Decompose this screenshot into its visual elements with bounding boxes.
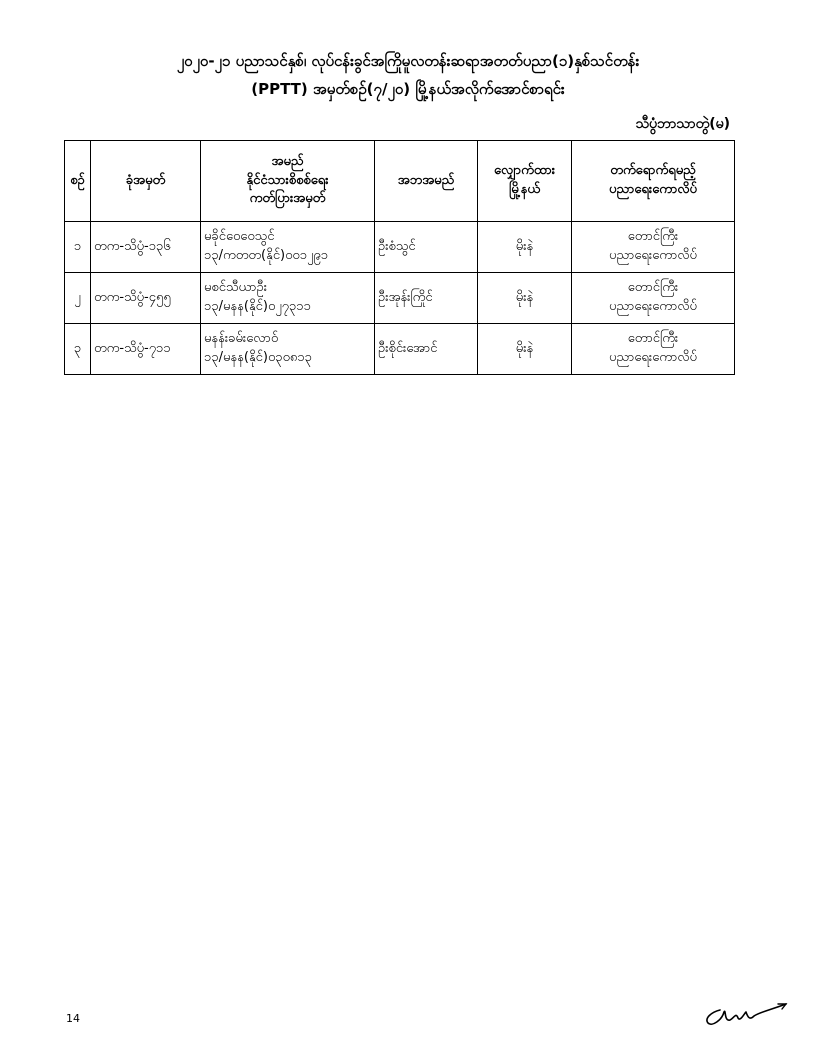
header-township-line2: မြို့နယ် [509, 182, 540, 197]
cell-no: ၃ [65, 324, 91, 375]
cell-no: ၂ [65, 273, 91, 324]
cell-college-line1: တောင်ကြီး [627, 280, 679, 296]
header-township-line1: လျှောက်ထား [493, 163, 556, 179]
cell-college [572, 222, 735, 273]
page-number: 14 [66, 1012, 80, 1025]
cell-father: ဦးစံသွင် [375, 222, 478, 273]
table-header-row [65, 141, 735, 222]
table-row [65, 273, 735, 324]
title-line-1: ၂၀၂၀-၂၁ ပညာသင်နှစ်၊ လုပ်ငန်းခွင်အကြိုမူလတန်းဆရာအတတ်ပညာ(၁)နှစ်သင်တန်း [176, 52, 640, 70]
cell-college-line1: တောင်ကြီး [627, 229, 679, 245]
header-father: အဘအမည် [375, 141, 478, 222]
cell-township: မိုးနဲ [478, 222, 572, 273]
table-row [65, 222, 735, 273]
cell-roll: တက-သိပွံ-၇၁၁ [91, 324, 201, 375]
cell-name-nrc [201, 324, 375, 375]
signature-mark [700, 996, 790, 1030]
header-name-nrc-line3: ကတ်ပြားအမှတ် [249, 191, 326, 207]
header-college-line1: တက်ရောက်ရမည့် [610, 163, 696, 179]
header-name-nrc-line1: အမည် [271, 153, 304, 169]
cell-father: ဦးစိုင်းအောင် [375, 324, 478, 375]
cell-college [572, 273, 735, 324]
cell-township: မိုးနဲ [478, 324, 572, 375]
cell-college-line2: ပညာရေးကောလိပ် [609, 299, 697, 314]
header-college [572, 141, 735, 222]
header-no: စဉ် [65, 141, 91, 222]
cell-roll: တက-သိပွံ-၁၃၆ [91, 222, 201, 273]
header-name-nrc-line2: နိုင်ငံသားစိစစ်ရေး [246, 172, 329, 188]
cell-name-nrc [201, 273, 375, 324]
cell-name-nrc [201, 222, 375, 273]
header-township [478, 141, 572, 222]
results-table [64, 140, 735, 375]
header-roll: ခုံအမှတ် [91, 141, 201, 222]
cell-nrc: ၁၃/မနန(နိုင်)၀၂၇၃၁၁ [204, 299, 311, 314]
cell-name: မခိုင်ဝေဝေသွင် [204, 229, 275, 245]
cell-college-line2: ပညာရေးကောလိပ် [609, 248, 697, 263]
cell-roll: တက-သိပွံ-၄၅၅ [91, 273, 201, 324]
cell-no: ၁ [65, 222, 91, 273]
cell-college-line1: တောင်ကြီး [627, 331, 679, 347]
cell-name: မစင်သီယာဦး [204, 280, 267, 296]
cell-nrc: ၁၃/ကတတ(နိုင်)၀၀၁၂၉၁ [204, 248, 329, 263]
cell-name: မနန်းခမ်းလောဝ် [204, 331, 279, 347]
cell-college-line2: ပညာရေးကောလိပ် [609, 350, 697, 365]
cell-father: ဦးအုန်းကြိုင် [375, 273, 478, 324]
table-row [65, 324, 735, 375]
cell-nrc: ၁၃/မနန(နိုင်)၀၃၀၈၁၃ [204, 350, 312, 365]
cell-township: မိုးနဲ [478, 273, 572, 324]
region-label: သီပွံဘာသာတွဲ(မ) [635, 116, 730, 132]
header-name-nrc [201, 141, 375, 222]
cell-college [572, 324, 735, 375]
title-line-2: (PPTT) အမှတ်စဉ်(၇/၂၀) မြို့နယ်အလိုက်အောင်စာရင်း [251, 80, 565, 98]
header-college-line2: ပညာရေးကောလိပ် [609, 182, 697, 197]
